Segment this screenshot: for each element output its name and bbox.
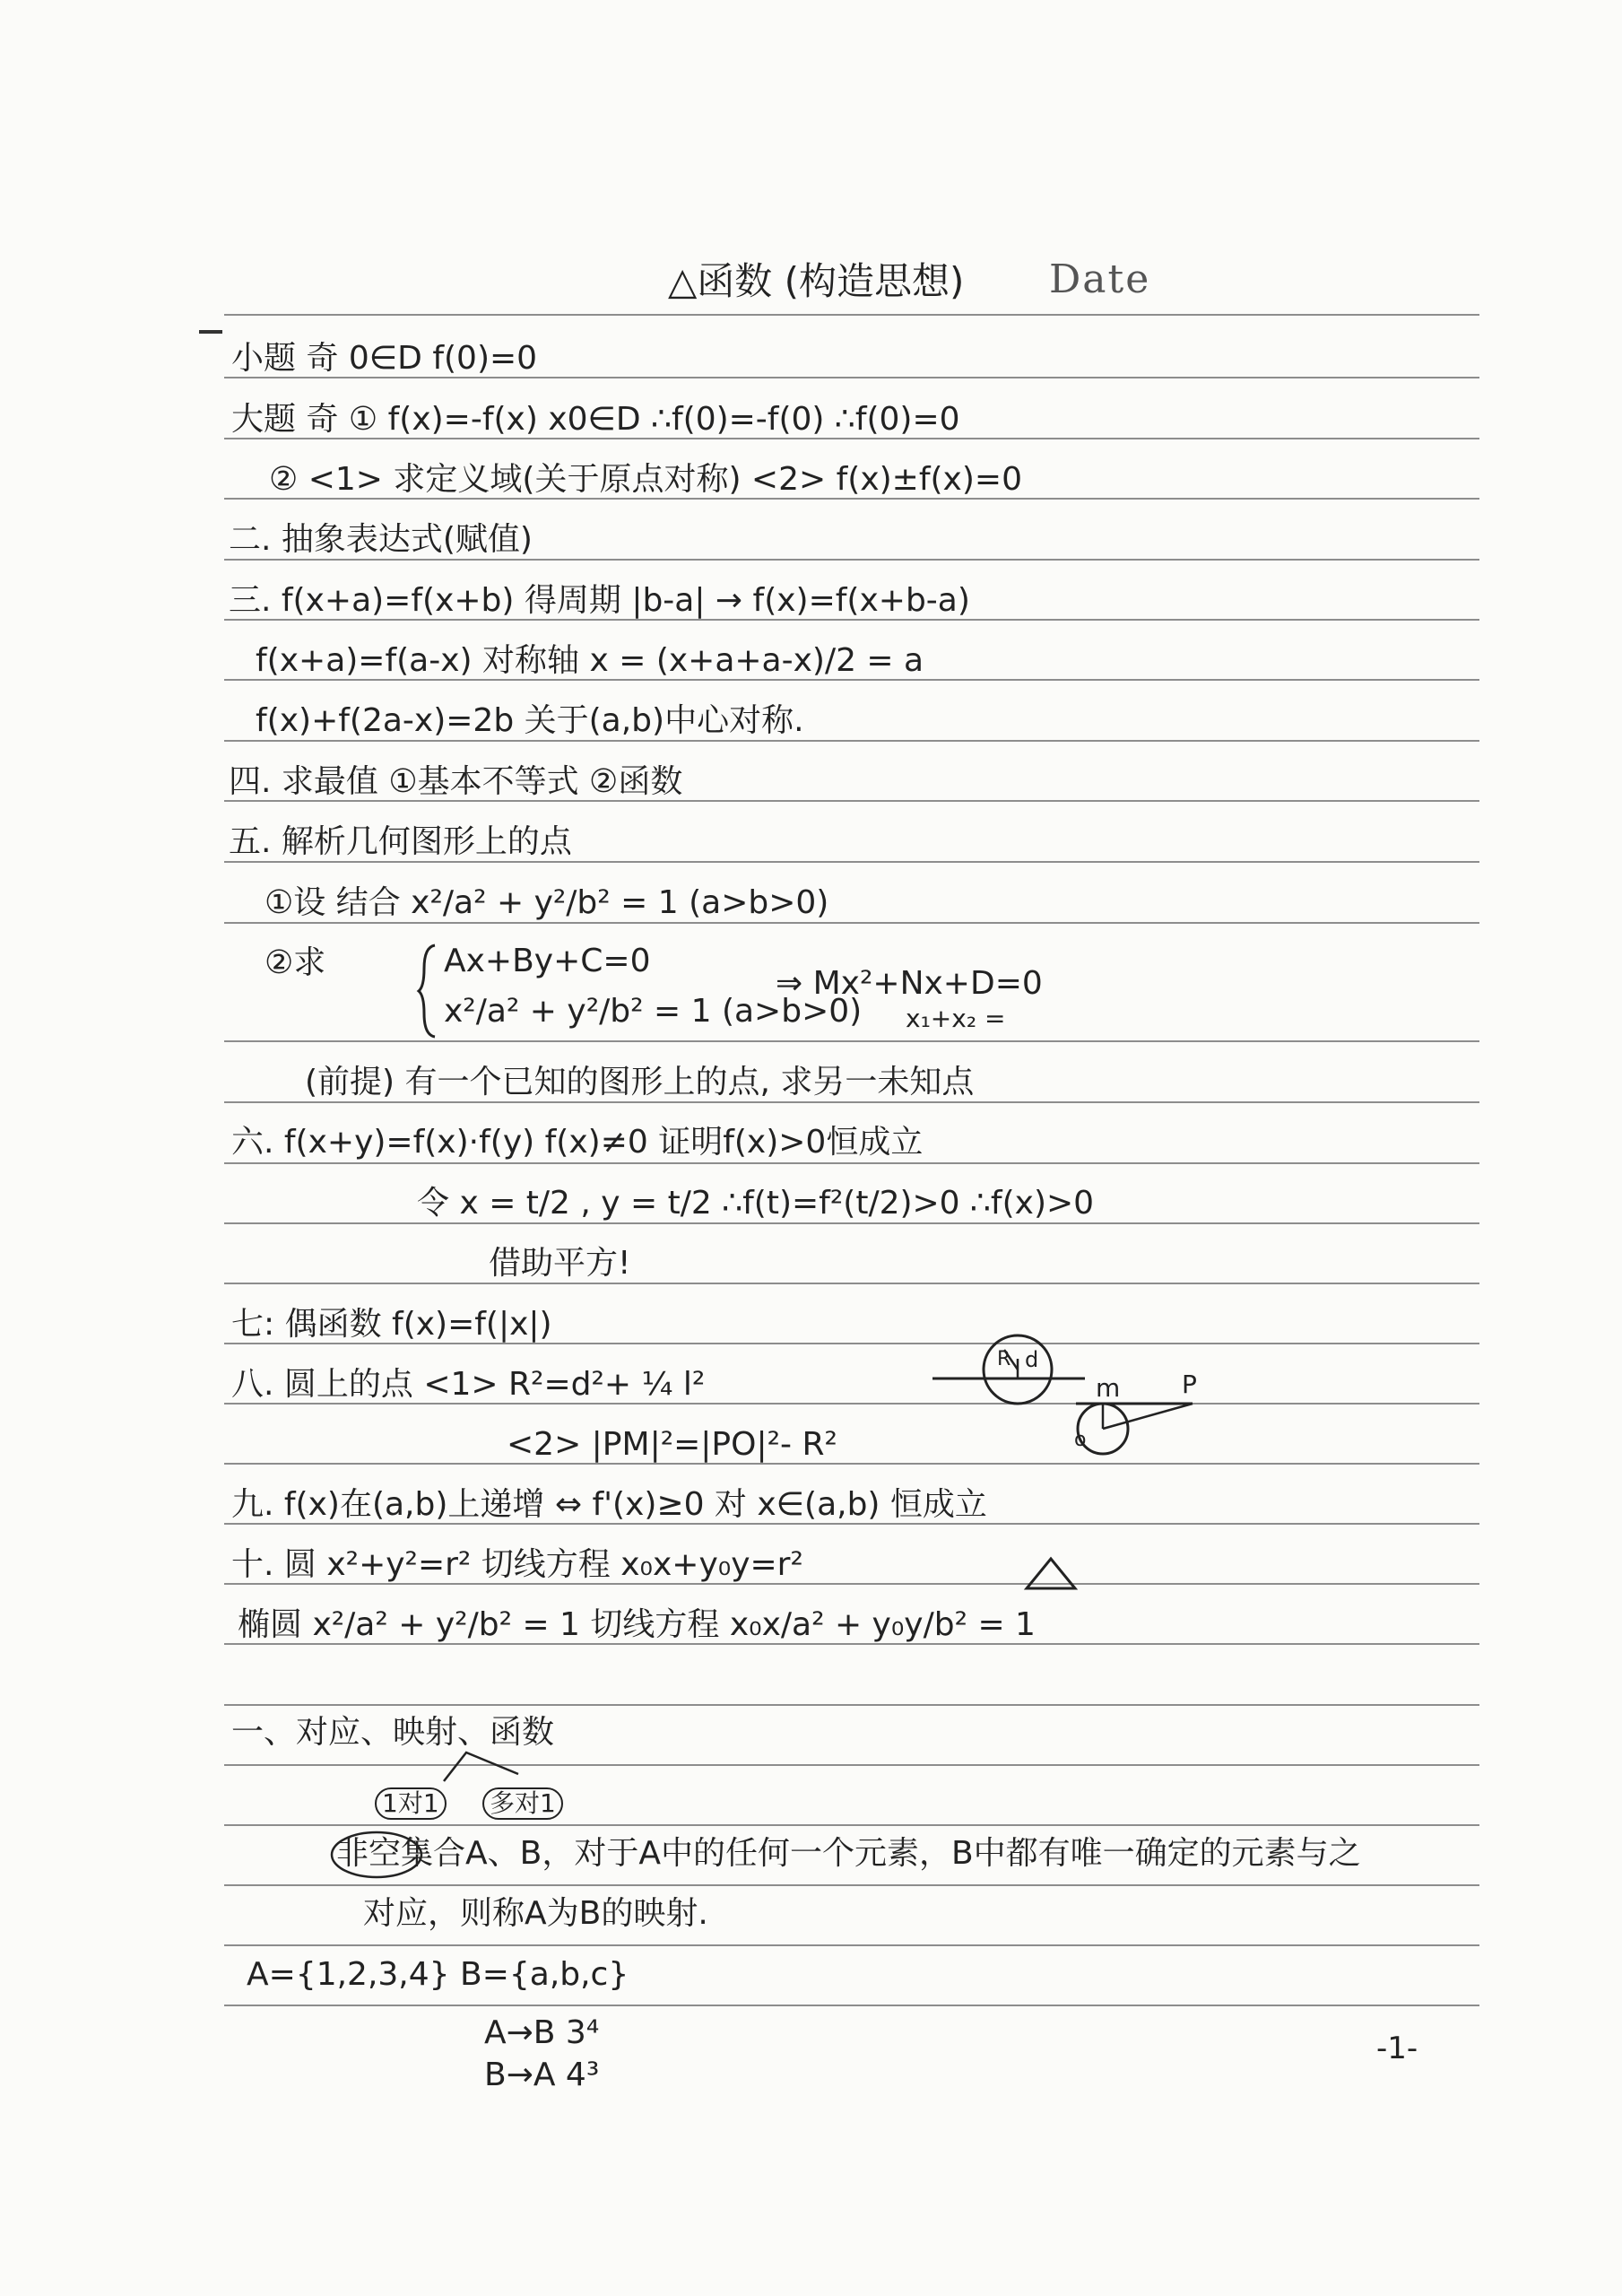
- note-line-section-7: 七: 偶函数 f(x)=f(|x|): [231, 1306, 552, 1343]
- nonempty-circle-mark: [330, 1830, 423, 1880]
- ruled-line: [224, 1162, 1479, 1164]
- point-p-label: P: [1182, 1370, 1197, 1399]
- set-definition-line: A={1,2,3,4} B={a,b,c}: [247, 1956, 629, 1993]
- note-line-section-4: 四. 求最值 ①基本不等式 ②函数: [229, 763, 683, 800]
- note-line-section-2: 二. 抽象表达式(赋值): [229, 521, 533, 558]
- system-equation-ellipse: x²/a² + y²/b² = 1 (a>b>0): [444, 993, 863, 1030]
- ruled-line: [224, 1884, 1479, 1886]
- note-line-domain: ② <1> 求定义域(关于原点对称) <2> f(x)±f(x)=0: [269, 461, 1022, 498]
- mapping-definition-line-2: 对应，则称A为B的映射.: [363, 1895, 708, 1932]
- ruled-line: [224, 1824, 1479, 1826]
- note-line-section-3: 三. f(x+a)=f(x+b) 得周期 |b-a| → f(x)=f(x+b-a): [229, 582, 970, 619]
- center-o-label: o: [1074, 1429, 1087, 1451]
- triangle-mark: [1024, 1556, 1078, 1592]
- system-result: ⇒ Mx²+Nx+D=0: [776, 965, 1043, 1002]
- mapping-count-a-to-b: A→B 3⁴: [484, 2014, 600, 2051]
- mapping-definition-line-1: 非空集合A、B，对于A中的任何一个元素，B中都有唯一确定的元素与之: [336, 1835, 1361, 1872]
- note-line-premise: (前提) 有一个已知的图形上的点, 求另一未知点: [305, 1064, 975, 1100]
- ruled-line: [224, 314, 1479, 316]
- note-line-section-10: 十. 圆 x²+y²=r² 切线方程 x₀x+y₀y=r²: [231, 1546, 803, 1583]
- note-line-substitution: 令 x = t/2 , y = t/2 ∴f(t)=f²(t/2)>0 ∴f(x)>0: [417, 1185, 1095, 1222]
- ruled-line: [224, 1704, 1479, 1706]
- mapping-count-b-to-a: B→A 4³: [484, 2057, 600, 2093]
- circle-distance-label: d: [1025, 1347, 1039, 1372]
- date-label: Date: [1049, 257, 1151, 302]
- note-line-use-square: 借助平方!: [489, 1245, 631, 1282]
- margin-dash: [199, 330, 222, 334]
- ruled-line: [224, 1463, 1479, 1465]
- mapping-branch-lines: [403, 1749, 547, 1785]
- note-line-mapping-heading: 一、对应、映射、函数: [231, 1714, 555, 1751]
- note-line-symmetry-axis: f(x+a)=f(a-x) 对称轴 x = (x+a+a-x)/2 = a: [256, 642, 924, 679]
- system-equation-line: Ax+By+C=0: [444, 943, 651, 979]
- note-line-section-9: 九. f(x)在(a,b)上递增 ⇔ f'(x)≥0 对 x∈(a,b) 恒成立: [231, 1486, 987, 1523]
- page-title: △函数 (构造思想): [668, 259, 965, 303]
- circle-radius-label: R: [997, 1348, 1011, 1370]
- point-m-label: m: [1096, 1373, 1121, 1403]
- note-line-ellipse-tangent: 椭圆 x²/a² + y²/b² = 1 切线方程 x₀x/a² + y₀y/b² = 1: [238, 1606, 1036, 1643]
- one-to-one-note: 1对1: [375, 1787, 447, 1820]
- many-to-one-note: 多对1: [482, 1787, 563, 1820]
- ruled-line: [224, 2005, 1479, 2006]
- ruled-line: [224, 1944, 1479, 1946]
- note-line-center-symmetry: f(x)+f(2a-x)=2b 关于(a,b)中心对称.: [256, 702, 804, 739]
- note-line-big-problem: 大题 奇 ① f(x)=-f(x) x0∈D ∴f(0)=-f(0) ∴f(0)=0: [231, 401, 960, 438]
- note-line-tangent-length: <2> |PM|²=|PO|²- R²: [507, 1426, 837, 1463]
- note-line-step-assume: ①设 结合 x²/a² + y²/b² = 1 (a>b>0): [265, 884, 829, 921]
- ruled-line: [224, 1283, 1479, 1284]
- note-line-section-8: 八. 圆上的点 <1> R²=d²+ ¼ l²: [231, 1366, 706, 1403]
- ruled-line: [224, 1040, 1479, 1042]
- note-line-section-5: 五. 解析几何图形上的点: [229, 823, 572, 860]
- note-line-section-6: 六. f(x+y)=f(x)·f(y) f(x)≠0 证明f(x)>0恒成立: [231, 1124, 924, 1161]
- note-line-small-problem: 小题 奇 0∈D f(0)=0: [231, 340, 538, 377]
- system-root-sum: x₁+x₂ =: [906, 1004, 1006, 1033]
- note-line-step-solve: ②求: [265, 944, 326, 981]
- page-number: -1-: [1376, 2031, 1418, 2066]
- system-brace-icon: [417, 942, 438, 1040]
